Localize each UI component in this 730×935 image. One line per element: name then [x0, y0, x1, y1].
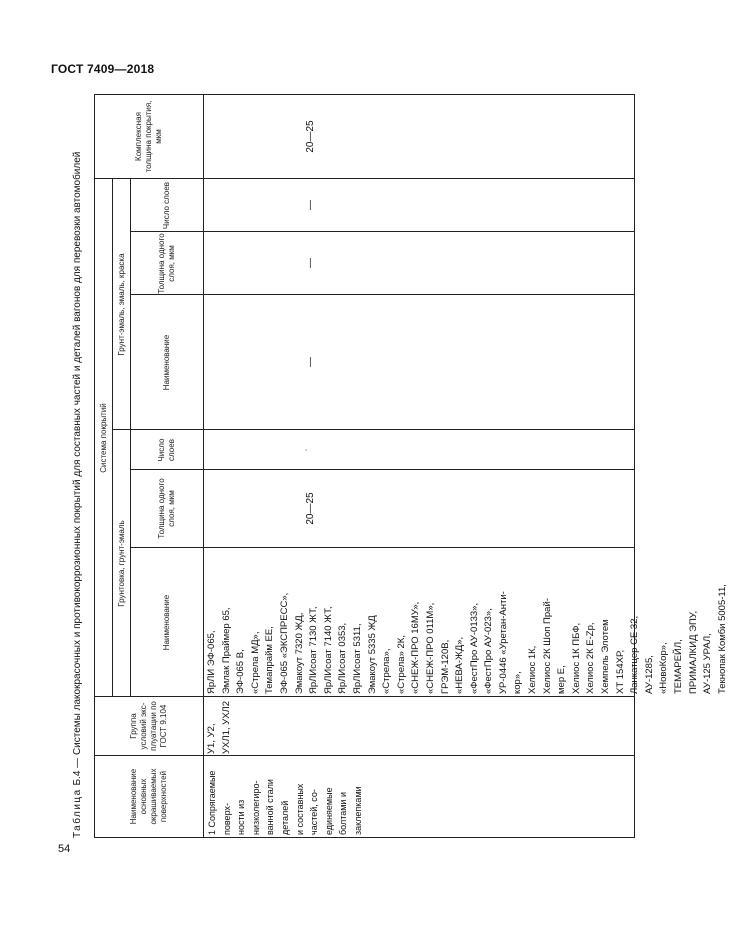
cell-primer-layers: ˙	[305, 447, 316, 452]
cell-surfaces	[205, 756, 366, 835]
table-caption-text: Б.4 — Системы лакокрасочных и противокоррозионных покрытий для составных частей и деталей вагонов для перевозки автомобилей	[72, 151, 83, 786]
header-primer-thickness: Толщина одного слоя, мкм	[157, 478, 176, 539]
table-border-left	[94, 837, 635, 838]
primer-item: АУ-1285,	[643, 655, 655, 694]
surfaces-line: 1 Сопрягаемые поверх-	[207, 770, 232, 835]
table-border-right	[94, 94, 635, 95]
primer-item: ЯрЛИ ЭФ-065,	[206, 630, 217, 694]
header-primer-name: Наименование	[162, 594, 171, 651]
primer-item: «НЕВА-ЖД»,	[454, 636, 466, 694]
header-finish-layers: Число слоев	[162, 181, 171, 230]
primer-item: Хелиос 1К,	[527, 645, 539, 694]
primer-item: АУ-125 УРАЛ,	[702, 633, 714, 694]
primer-item: «ФестПро АУ-023»,	[483, 608, 495, 694]
primer-item: ЯрЛИсоат 7140 ЖТ,	[322, 606, 334, 694]
table-border-bottom	[634, 94, 635, 838]
table-header-bottom	[203, 94, 204, 838]
col-divider-4	[130, 469, 635, 470]
surfaces-line: ванной стали деталей	[265, 779, 290, 835]
col-divider-5	[112, 429, 635, 430]
primer-item: кор»,	[512, 671, 524, 694]
primer-item: ПРИМАЛКИД ЭПУ,	[687, 610, 699, 694]
header-system: Система покрытий	[99, 403, 108, 473]
primer-item: Хелиос 2К Е-Zр,	[585, 622, 597, 694]
table-border-top	[94, 94, 95, 838]
document-code: ГОСТ 7409—2018	[51, 62, 155, 76]
group-line: У1, У2,	[206, 723, 217, 754]
table-caption-label: Таблица	[72, 788, 83, 838]
header-group: Группа условий экс-плуатации по ГОСТ 9.104	[128, 701, 168, 751]
surfaces-line: заклепками	[352, 786, 363, 835]
col-divider-6	[130, 294, 635, 295]
primer-item: «Стрела» 2К,	[395, 635, 407, 694]
header-total-thickness: Комплексная толщина покрытия, мкм	[133, 100, 163, 173]
cell-primers	[205, 548, 730, 694]
header-finish-group: Грунт-эмаль, эмаль, краска	[116, 253, 126, 356]
header-finish-thickness: Толщина одного слоя, мкм	[157, 233, 176, 294]
cell-finish-layers: —	[305, 200, 316, 210]
primer-item: Ланкатцер СЕ 32,	[629, 615, 641, 694]
page-number: 54	[58, 843, 71, 855]
primer-item: «Стрела МД»,	[249, 631, 261, 694]
primer-item: «СНЕЖ-ПРО 16МУ»,	[410, 601, 422, 694]
primer-item: ГРЭМ-120В,	[439, 639, 451, 694]
primer-item: «Стрела»,	[381, 648, 393, 694]
coatings-table	[94, 94, 728, 838]
primer-item: Хемпель Элотем	[600, 619, 612, 694]
primer-item: ЯрЛИсоат 0353,	[337, 622, 349, 694]
primer-item: УР-0446 «Уретан-Анти-	[497, 591, 509, 694]
primer-item: ЯрЛИсоат 5311,	[351, 623, 363, 694]
primer-item: Хелиос 1К ПБФ,	[570, 622, 582, 694]
rotated-table-page	[72, 94, 728, 838]
cell-primer-thickness: 20—25	[305, 492, 316, 525]
primer-item: ЯрЛИсоат 7130 ЖТ,	[308, 606, 320, 694]
surfaces-line: ности из низколегиро-	[236, 780, 261, 835]
cell-total-thickness: 20—25	[305, 120, 316, 153]
primer-item: ХТ 154ХР,	[614, 649, 626, 694]
col-divider-8	[94, 178, 635, 179]
primer-item: Эмлак Праймер 65,	[220, 607, 232, 694]
surfaces-line: единяемые болтами и	[323, 787, 349, 835]
cell-group	[205, 698, 234, 754]
col-divider-2	[94, 696, 635, 697]
primer-item: Эмакоут 5335 ЖД	[366, 615, 378, 694]
table-caption	[72, 94, 83, 838]
header-surfaces: Наименование основных окрашиваемых поверхностей	[128, 768, 168, 825]
header-primer-layers: Число слоев	[157, 438, 176, 462]
group-line: УХЛ1, УХЛ2	[220, 700, 232, 754]
primer-item: Эмакоут 7320 ЖД,	[293, 612, 305, 694]
primer-item: Хелиос 2К Шоп Прай-	[541, 598, 553, 694]
col-divider-7	[130, 231, 635, 232]
primer-item: Текнопак Комби 5005-11,	[716, 584, 728, 694]
header-finish-name: Наименование	[162, 334, 171, 391]
primer-item: «СНЕЖ-ПРО 011М»,	[424, 602, 436, 694]
surfaces-line: и составных частей, со-	[294, 783, 320, 835]
primer-item: ЭФ-065 «ЭКСПРЕСС»,	[278, 592, 290, 694]
primer-item: Темапрайм ЕЕ,	[264, 626, 276, 694]
cell-finish-name: —	[305, 357, 316, 367]
cell-finish-thickness: —	[305, 258, 316, 268]
primer-item: мер Е,	[556, 665, 568, 694]
primer-item: «НовоКор»,	[658, 642, 670, 694]
primer-item: ТЕМАРЕЙЛ,	[673, 639, 684, 694]
header-primer-group: Грунтовка, грунт-эмаль	[116, 520, 126, 607]
primer-item: «ФестПро АУ-0133»,	[468, 602, 480, 694]
primer-item: ЭФ-065 В,	[235, 649, 247, 694]
